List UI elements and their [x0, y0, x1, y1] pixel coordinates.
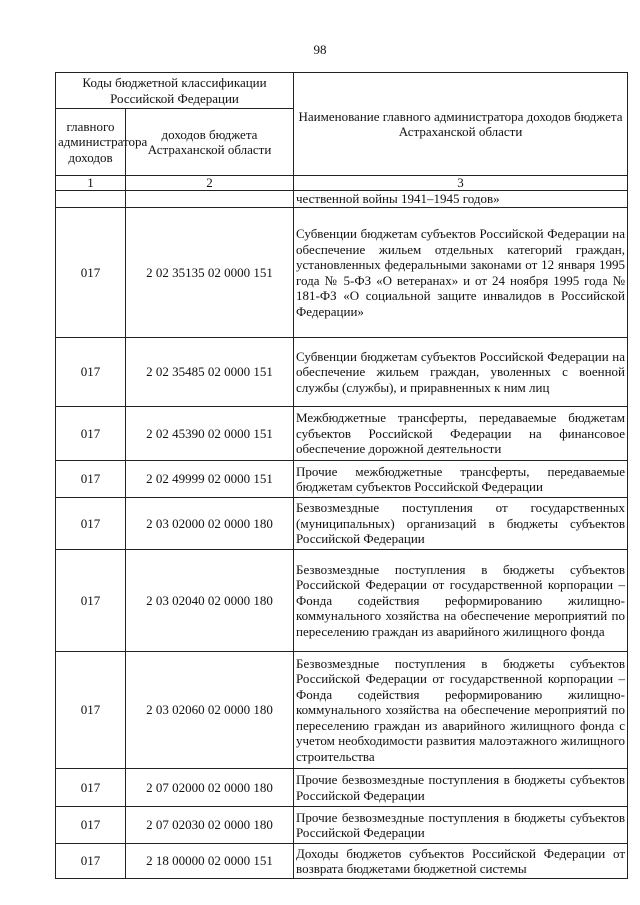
income-code: 2 07 02000 02 0000 180 — [126, 769, 294, 807]
header-col3-title: Наименование главного администратора доходов бюджета Астраханской области — [294, 73, 628, 176]
income-code: 2 02 35135 02 0000 151 — [126, 208, 294, 338]
admin-code: 017 — [56, 407, 126, 461]
admin-code: 017 — [56, 844, 126, 879]
income-name: Прочие безвозмездные поступления в бюджеты субъектов Российской Федерации — [294, 807, 628, 844]
admin-code: 017 — [56, 652, 126, 769]
table-row — [56, 652, 628, 769]
income-code: 2 02 35485 02 0000 151 — [126, 338, 294, 407]
income-name: Безвозмездные поступления в бюджеты субъектов Российской Федерации от государственной корпорации – Фонда содействия реформированию жилищно-коммунального хозяйства на обеспечение мероприятий по переселению граждан из аварийного жилищного фонда — [294, 550, 628, 652]
income-code: 2 18 00000 02 0000 151 — [126, 844, 294, 879]
page-number: 98 — [313, 42, 327, 57]
admin-code: 017 — [56, 208, 126, 338]
income-name: Доходы бюджетов субъектов Российской Федерации от возврата бюджетами бюджетной системы — [294, 844, 628, 879]
table-row — [56, 844, 628, 879]
admin-code: 017 — [56, 498, 126, 550]
table-cell-empty — [126, 191, 294, 208]
table-row — [56, 769, 628, 807]
header-col1-title: главного администратора доходов — [56, 109, 126, 176]
admin-code: 017 — [56, 461, 126, 498]
header-index-3: 3 — [294, 176, 628, 191]
table-row — [56, 807, 628, 844]
income-code: 2 02 45390 02 0000 151 — [126, 407, 294, 461]
table-row — [56, 208, 628, 338]
table-row — [56, 498, 628, 550]
income-code: 2 03 02040 02 0000 180 — [126, 550, 294, 652]
header-col2-title: доходов бюджета Астраханской области — [126, 109, 294, 176]
admin-code: 017 — [56, 807, 126, 844]
income-name: Безвозмездные поступления в бюджеты субъектов Российской Федерации от государственной корпорации – Фонда содействия реформированию жилищно-коммунального хозяйства на обеспечение мероприятий по переселению граждан из аварийного жилищного фонда с учетом необходимости развития малоэтажного жилищного строительства — [294, 652, 628, 769]
continuation-text: чественной войны 1941–1945 годов» — [294, 191, 628, 208]
admin-code: 017 — [56, 550, 126, 652]
income-name: Безвозмездные поступления от государственных (муниципальных) организаций в бюджеты субъектов Российской Федерации — [294, 498, 628, 550]
admin-code: 017 — [56, 769, 126, 807]
table-cell-empty — [56, 191, 126, 208]
table-row — [56, 461, 628, 498]
income-name: Прочие межбюджетные трансферты, передаваемые бюджетам субъектов Российской Федерации — [294, 461, 628, 498]
table-row-continuation — [56, 191, 628, 208]
income-name: Межбюджетные трансферты, передаваемые бюджетам субъектов Российской Федерации на финансовое обеспечение дорожной деятельности — [294, 407, 628, 461]
admin-code: 017 — [56, 338, 126, 407]
income-name: Субвенции бюджетам субъектов Российской Федерации на обеспечение жильем граждан, уволенных с военной службы (службы), и приравненных к ним лиц — [294, 338, 628, 407]
header-group-title: Коды бюджетной классификации Российской Федерации — [56, 73, 294, 109]
income-code: 2 07 02030 02 0000 180 — [126, 807, 294, 844]
budget-classification-table — [55, 72, 628, 879]
income-name: Субвенции бюджетам субъектов Российской Федерации на обеспечение жильем отдельных категорий граждан, установленных федеральными законами от 12 января 1995 года № 5-ФЗ «О ветеранах» и от 24 ноября 1995 года № 181-ФЗ «О социальной защите инвалидов в Российской Федерации» — [294, 208, 628, 338]
table-row — [56, 407, 628, 461]
header-index-1: 1 — [56, 176, 126, 191]
table-row — [56, 550, 628, 652]
income-code: 2 03 02000 02 0000 180 — [126, 498, 294, 550]
table-row — [56, 338, 628, 407]
income-name: Прочие безвозмездные поступления в бюджеты субъектов Российской Федерации — [294, 769, 628, 807]
income-code: 2 03 02060 02 0000 180 — [126, 652, 294, 769]
income-code: 2 02 49999 02 0000 151 — [126, 461, 294, 498]
header-index-2: 2 — [126, 176, 294, 191]
